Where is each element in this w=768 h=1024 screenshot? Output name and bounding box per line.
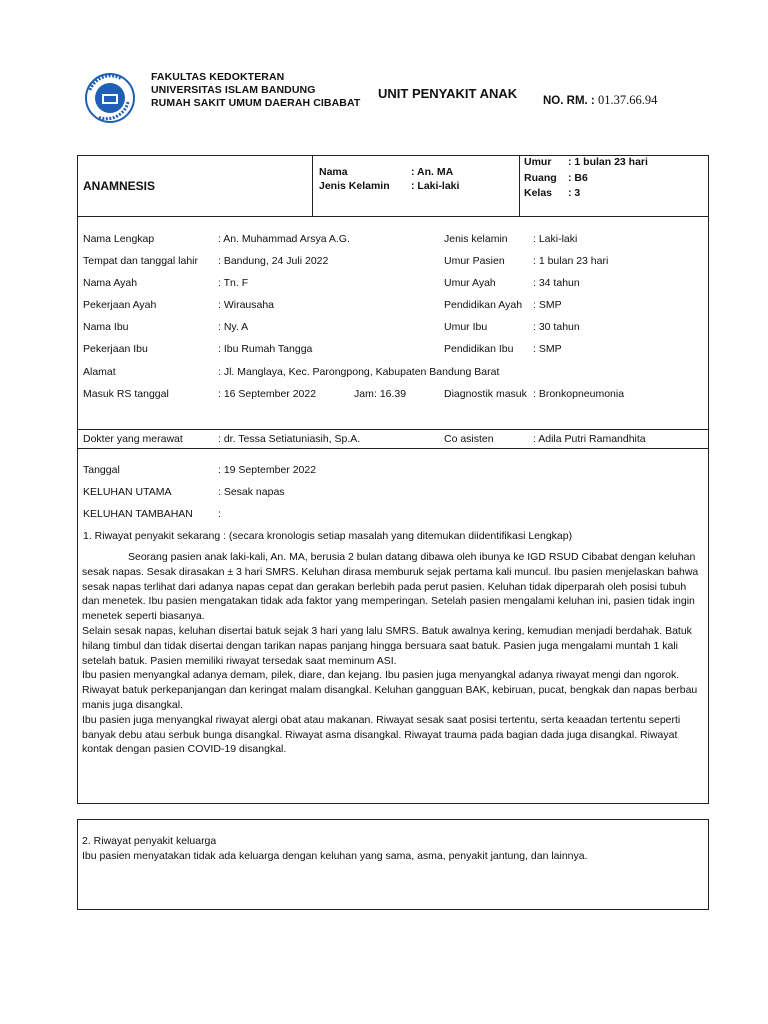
jam-label: Jam xyxy=(354,388,374,400)
diagnostik-label: Diagnostik masuk xyxy=(444,388,527,400)
family-text: Ibu pasien menyatakan tidak ada keluarga dengan keluhan yang sama, asma, penyakit jantung, dan lainnya. xyxy=(82,850,588,862)
kelas-value: : 3 xyxy=(568,187,581,199)
umur-value: : 1 bulan 23 hari xyxy=(568,156,648,168)
jenis-kelamin-label: Jenis Kelamin xyxy=(319,180,390,192)
diagnostik-value: : Bronkopneumonia xyxy=(533,388,625,400)
alamat-label: Alamat xyxy=(83,366,116,378)
identity-value: : 34 tahun xyxy=(533,277,580,289)
nama-label: Nama xyxy=(319,166,348,178)
doctor-box xyxy=(77,429,709,449)
history-box xyxy=(77,448,709,804)
medical-record-number xyxy=(543,93,657,108)
keluhan-tambahan-label: KELUHAN TAMBAHAN xyxy=(83,508,193,520)
no-rm-value: 01.37.66.94 xyxy=(597,93,658,107)
keluhan-tambahan-value: : xyxy=(218,508,221,520)
identity-value: : SMP xyxy=(533,299,562,311)
keluhan-utama-label: KELUHAN UTAMA xyxy=(83,486,172,498)
family-heading: 2. Riwayat penyakit keluarga xyxy=(82,835,217,847)
identity-value: : An. Muhammad Arsya A.G. xyxy=(218,233,350,245)
identity-label: Nama Ibu xyxy=(83,321,129,333)
identity-value: : Ny. A xyxy=(218,321,249,333)
jenis-kelamin-value: : Laki-laki xyxy=(411,180,460,192)
dokter-value: : dr. Tessa Setiatuniasih, Sp.A. xyxy=(218,433,361,445)
kelas-label: Kelas xyxy=(524,187,553,199)
anamnesis-title: ANAMNESIS xyxy=(83,179,156,193)
rps-paragraph: Ibu pasien juga menyangkal riwayat alergi obat atau makanan. Riwayat sesak saat posisi tertentu, serta keaadan tertentu seperti banyak debu atau serbuk bunga disangkal. Riwayat asma disangkal. Riwayat trauma pada bagian dada juga disangkal. Riwayat kontak dengan pasien COVID-19 disangkal. xyxy=(82,713,681,756)
patient-header-box xyxy=(77,155,709,217)
identity-value: : 1 bulan 23 hari xyxy=(533,255,609,267)
identity-value: : Wirausaha xyxy=(218,299,275,311)
hospital-name: RUMAH SAKIT UMUM DAERAH CIBABAT xyxy=(151,97,361,109)
identity-value: : Tn. F xyxy=(218,277,249,289)
identity-label: Pendidikan Ayah xyxy=(444,299,523,311)
institution-block xyxy=(151,71,360,110)
identity-label: Umur Ibu xyxy=(444,321,488,333)
university-logo xyxy=(84,72,136,124)
no-rm-label: NO. RM. : xyxy=(543,95,595,107)
nama-value: : An. MA xyxy=(411,166,454,178)
rps-paragraph: Seorang pasien anak laki-kali, An. MA, berusia 2 bulan datang dibawa oleh ibunya ke IGD RSUD Cibabat dengan keluhan sesak napas. Sesak dirasakan ± 3 hari SMRS. Keluhan dirasa memburuk sejak pertama kali muncul. Ibu pasien menjelaskan bahwa sesak napas terlihat dari adanya napas cepat dan gerakan berlebih pada perut pasien. Keluhan tidak diperparah oleh posisi tubuh dan menetek. Ibu pasien mengatakan tidak ada faktor yang memperingan. Setelah pasien mengalami keluhan ini, pasien tidak ingin menetek seperti biasanya. xyxy=(82,551,699,623)
dokter-label: Dokter yang merawat xyxy=(83,433,183,445)
umur-label: Umur xyxy=(524,156,552,168)
identity-label: Jenis kelamin xyxy=(444,233,508,245)
rps-body xyxy=(82,550,704,757)
identity-label: Pekerjaan Ayah xyxy=(83,299,157,311)
tanggal-value: : 19 September 2022 xyxy=(218,464,317,476)
identity-value: : SMP xyxy=(533,343,562,355)
keluhan-utama-value: : Sesak napas xyxy=(218,486,285,498)
faculty-name: FAKULTAS KEDOKTERAN xyxy=(151,71,285,83)
alamat-value: : Jl. Manglaya, Kec. Parongpong, Kabupaten Bandung Barat xyxy=(218,366,500,378)
identity-label: Pendidikan Ibu xyxy=(444,343,514,355)
identity-label: Nama Ayah xyxy=(83,277,138,289)
jam-value: : 16.39 xyxy=(374,388,407,400)
masuk-rs-value: : 16 September 2022 xyxy=(218,388,317,400)
identity-value: : Bandung, 24 Juli 2022 xyxy=(218,255,329,267)
ruang-value: : B6 xyxy=(568,172,588,184)
identity-label: Umur Pasien xyxy=(444,255,505,267)
co-asisten-label: Co asisten xyxy=(444,433,494,445)
university-name: UNIVERSITAS ISLAM BANDUNG xyxy=(151,84,316,96)
masuk-rs-label: Masuk RS tanggal xyxy=(83,388,169,400)
identity-value: : 30 tahun xyxy=(533,321,580,333)
identity-box xyxy=(77,216,709,430)
identity-label: Umur Ayah xyxy=(444,277,496,289)
tanggal-label: Tanggal xyxy=(83,464,120,476)
rps-paragraph: Selain sesak napas, keluhan disertai batuk sejak 3 hari yang lalu SMRS. Batuk awalnya kering, kemudian menjadi berdahak. Batuk hilang timbul dan tidak disertai dengan tarikan napas panjang hingga bersuara saat batuk. Pasien juga mengalami muntah 1 kali setelah batuk. Pasien memiliki riwayat tersedak saat meminum ASI. xyxy=(82,624,692,667)
identity-label: Nama Lengkap xyxy=(83,233,155,245)
family-history-box xyxy=(77,819,709,910)
co-asisten-value: : Adila Putri Ramandhita xyxy=(533,433,646,445)
identity-label: Pekerjaan Ibu xyxy=(83,343,148,355)
identity-value: : Ibu Rumah Tangga xyxy=(218,343,313,355)
identity-label: Tempat dan tanggal lahir xyxy=(83,255,198,267)
rps-paragraph: Ibu pasien menyangkal adanya demam, pilek, diare, dan kejang. Ibu pasien juga menyangkal adanya riwayat mengi dan ngorok. Riwayat batuk perkepanjangan dan keringat malam disangkal. Keluhan gangguan BAK, kebiruan, pucat, bengkak dan napas berbau manis juga disangkal. xyxy=(82,669,698,711)
rps-heading: 1. Riwayat penyakit sekarang : (secara kronologis setiap masalah yang ditemukan diidentifikasi Lengkap) xyxy=(83,530,573,542)
ruang-label: Ruang xyxy=(524,172,557,184)
unit-title: UNIT PENYAKIT ANAK xyxy=(378,86,518,101)
identity-value: : Laki-laki xyxy=(533,233,578,245)
